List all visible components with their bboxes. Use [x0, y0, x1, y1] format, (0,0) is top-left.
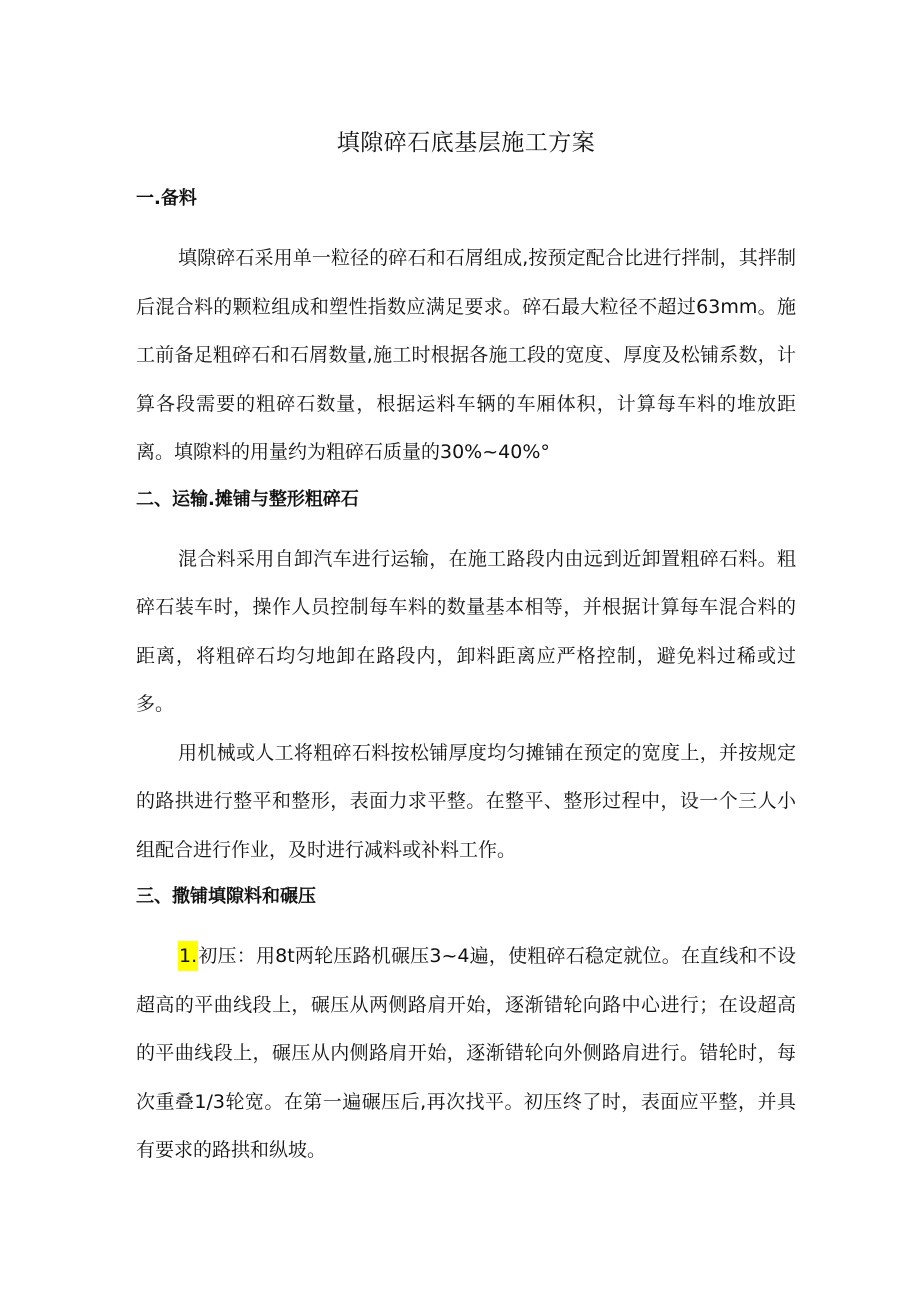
- item-text: 初压：用8t两轮压路机碾压3~4遍，使粗碎石稳定就位。在直线和不设超高的平曲线段上，碾压从两侧路肩开始，逐渐错轮向路中心进行；在设超高的平曲线段上，碾压从内侧路肩开始，逐渐错轮向外侧路肩进行。错轮时，每次重叠1/3轮宽。在第一遍碾压后,再次找平。初压终了时，表面应平整，并具有要求的路拱和纵坡。: [136, 945, 796, 1161]
- section-heading-transport: 二、运输.摊铺与整形粗碎石: [136, 488, 359, 510]
- paragraph-initial-compaction: [136, 932, 796, 1175]
- document-title: 填隙碎石底基层施工方案: [336, 130, 596, 156]
- document-body: [136, 124, 796, 1175]
- section-heading-compaction: 三、撒铺填隙料和碾压: [136, 886, 316, 907]
- section-heading-materials: 一.备料: [136, 188, 197, 209]
- paragraph-transport-2: 用机械或人工将粗碎石料按松铺厚度均匀摊铺在预定的宽度上，并按规定的路拱进行整平和整形，表面力求平整。在整平、整形过程中，设一个三人小组配合进行作业，及时进行减料或补料工作。: [136, 741, 796, 861]
- paragraph-transport-1: 混合料采用自卸汽车进行运输，在施工路段内由远到近卸置粗碎石料。粗碎石装车时，操作人员控制每车料的数量基本相等，并根据计算每车混合料的距离，将粗碎石均匀地卸在路段内，卸料距离应严格控制，避免料过稀或过多。: [136, 547, 796, 715]
- highlighted-item-number: 1.: [178, 941, 198, 971]
- paragraph-materials: 填隙碎石采用单一粒径的碎石和石屑组成,按预定配合比进行拌制，其拌制后混合料的颗粒组成和塑性指数应满足要求。碎石最大粒径不超过63mm。施工前备足粗碎石和石屑数量,施工时根据各施工段的宽度、厚度及松铺系数，计算各段需要的粗碎石数量，根据运料车辆的车厢体积，计算每车料的堆放距离。填隙料的用量约为粗碎石质量的30%~40%°: [136, 247, 796, 463]
